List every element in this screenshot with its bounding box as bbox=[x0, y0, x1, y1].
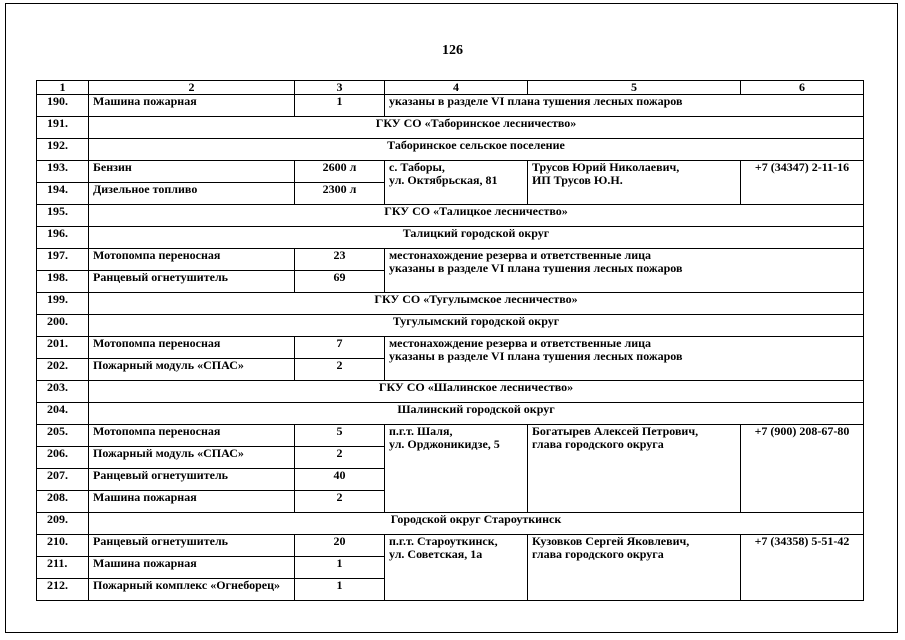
item-name: Пожарный комплекс «Огнеборец» bbox=[89, 579, 295, 601]
section-heading: ГКУ СО «Талицкое лесничество» bbox=[89, 205, 864, 227]
row-number: 190. bbox=[37, 95, 89, 117]
table-row bbox=[37, 425, 864, 447]
section-heading: ГКУ СО «Таборинское лесничество» bbox=[89, 117, 864, 139]
resource-table bbox=[36, 80, 864, 601]
table-row bbox=[37, 227, 864, 249]
column-header: 2 bbox=[89, 81, 295, 95]
table-row bbox=[37, 249, 864, 271]
row-number: 191. bbox=[37, 117, 89, 139]
table-row bbox=[37, 315, 864, 337]
item-name: Ранцевый огнетушитель bbox=[89, 469, 295, 491]
item-quantity: 69 bbox=[295, 271, 385, 293]
item-name: Пожарный модуль «СПАС» bbox=[89, 447, 295, 469]
item-name: Бензин bbox=[89, 161, 295, 183]
row-number: 208. bbox=[37, 491, 89, 513]
column-header: 1 bbox=[37, 81, 89, 95]
item-quantity: 2 bbox=[295, 359, 385, 381]
location-note: местонахождение резерва и ответственные лица указаны в разделе VI плана тушения лесных пожаров bbox=[385, 249, 864, 293]
row-number: 211. bbox=[37, 557, 89, 579]
section-heading: Тугулымский городской округ bbox=[89, 315, 864, 337]
section-heading: Талицкий городской округ bbox=[89, 227, 864, 249]
table-row bbox=[37, 403, 864, 425]
item-quantity: 2 bbox=[295, 491, 385, 513]
item-name: Ранцевый огнетушитель bbox=[89, 271, 295, 293]
item-quantity: 5 bbox=[295, 425, 385, 447]
row-number: 203. bbox=[37, 381, 89, 403]
row-number: 194. bbox=[37, 183, 89, 205]
column-header: 3 bbox=[295, 81, 385, 95]
item-name: Машина пожарная bbox=[89, 95, 295, 117]
table-row bbox=[37, 95, 864, 117]
address: с. Таборы, ул. Октябрьская, 81 bbox=[385, 161, 528, 205]
table-row bbox=[37, 293, 864, 315]
row-number: 192. bbox=[37, 139, 89, 161]
row-number: 210. bbox=[37, 535, 89, 557]
row-number: 196. bbox=[37, 227, 89, 249]
item-name: Дизельное топливо bbox=[89, 183, 295, 205]
table-row bbox=[37, 117, 864, 139]
row-number: 202. bbox=[37, 359, 89, 381]
item-quantity: 20 bbox=[295, 535, 385, 557]
row-number: 205. bbox=[37, 425, 89, 447]
item-quantity: 1 bbox=[295, 95, 385, 117]
table-row bbox=[37, 381, 864, 403]
table-row bbox=[37, 513, 864, 535]
column-header: 6 bbox=[741, 81, 864, 95]
item-name: Машина пожарная bbox=[89, 491, 295, 513]
row-number: 204. bbox=[37, 403, 89, 425]
item-quantity: 2300 л bbox=[295, 183, 385, 205]
row-number: 206. bbox=[37, 447, 89, 469]
section-heading: Шалинский городской округ bbox=[89, 403, 864, 425]
responsible-person: Кузовков Сергей Яковлевич, глава городского округа bbox=[528, 535, 741, 601]
item-name: Машина пожарная bbox=[89, 557, 295, 579]
item-quantity: 23 bbox=[295, 249, 385, 271]
item-name: Мотопомпа переносная bbox=[89, 249, 295, 271]
row-number: 207. bbox=[37, 469, 89, 491]
page-number: 126 bbox=[442, 43, 463, 58]
item-quantity: 2 bbox=[295, 447, 385, 469]
table-row bbox=[37, 205, 864, 227]
section-heading: Городской округ Староуткинск bbox=[89, 513, 864, 535]
row-number: 195. bbox=[37, 205, 89, 227]
item-name: Ранцевый огнетушитель bbox=[89, 535, 295, 557]
row-number: 200. bbox=[37, 315, 89, 337]
row-number: 201. bbox=[37, 337, 89, 359]
item-name: Мотопомпа переносная bbox=[89, 337, 295, 359]
item-quantity: 2600 л bbox=[295, 161, 385, 183]
table-row bbox=[37, 535, 864, 557]
item-quantity: 7 bbox=[295, 337, 385, 359]
item-name: Мотопомпа переносная bbox=[89, 425, 295, 447]
table-row bbox=[37, 161, 864, 183]
row-number: 209. bbox=[37, 513, 89, 535]
address: п.г.т. Шаля, ул. Орджоникидзе, 5 bbox=[385, 425, 528, 513]
responsible-person: Богатырев Алексей Петрович, глава городского округа bbox=[528, 425, 741, 513]
table-row bbox=[37, 337, 864, 359]
location-note: местонахождение резерва и ответственные лица указаны в разделе VI плана тушения лесных пожаров bbox=[385, 337, 864, 381]
item-quantity: 1 bbox=[295, 579, 385, 601]
responsible-person: Трусов Юрий Николаевич, ИП Трусов Ю.Н. bbox=[528, 161, 741, 205]
section-heading: Таборинское сельское поселение bbox=[89, 139, 864, 161]
phone-number: +7 (34347) 2-11-16 bbox=[741, 161, 864, 205]
address: п.г.т. Староуткинск, ул. Советская, 1а bbox=[385, 535, 528, 601]
row-number: 193. bbox=[37, 161, 89, 183]
item-name: Пожарный модуль «СПАС» bbox=[89, 359, 295, 381]
location-note: указаны в разделе VI плана тушения лесных пожаров bbox=[385, 95, 864, 117]
section-heading: ГКУ СО «Шалинское лесничество» bbox=[89, 381, 864, 403]
item-quantity: 1 bbox=[295, 557, 385, 579]
row-number: 199. bbox=[37, 293, 89, 315]
phone-number: +7 (34358) 5-51-42 bbox=[741, 535, 864, 601]
item-quantity: 40 bbox=[295, 469, 385, 491]
column-header: 5 bbox=[528, 81, 741, 95]
row-number: 212. bbox=[37, 579, 89, 601]
table-row bbox=[37, 139, 864, 161]
section-heading: ГКУ СО «Тугулымское лесничество» bbox=[89, 293, 864, 315]
phone-number: +7 (900) 208-67-80 bbox=[741, 425, 864, 513]
column-header: 4 bbox=[385, 81, 528, 95]
row-number: 198. bbox=[37, 271, 89, 293]
row-number: 197. bbox=[37, 249, 89, 271]
table-header-row bbox=[37, 81, 864, 95]
